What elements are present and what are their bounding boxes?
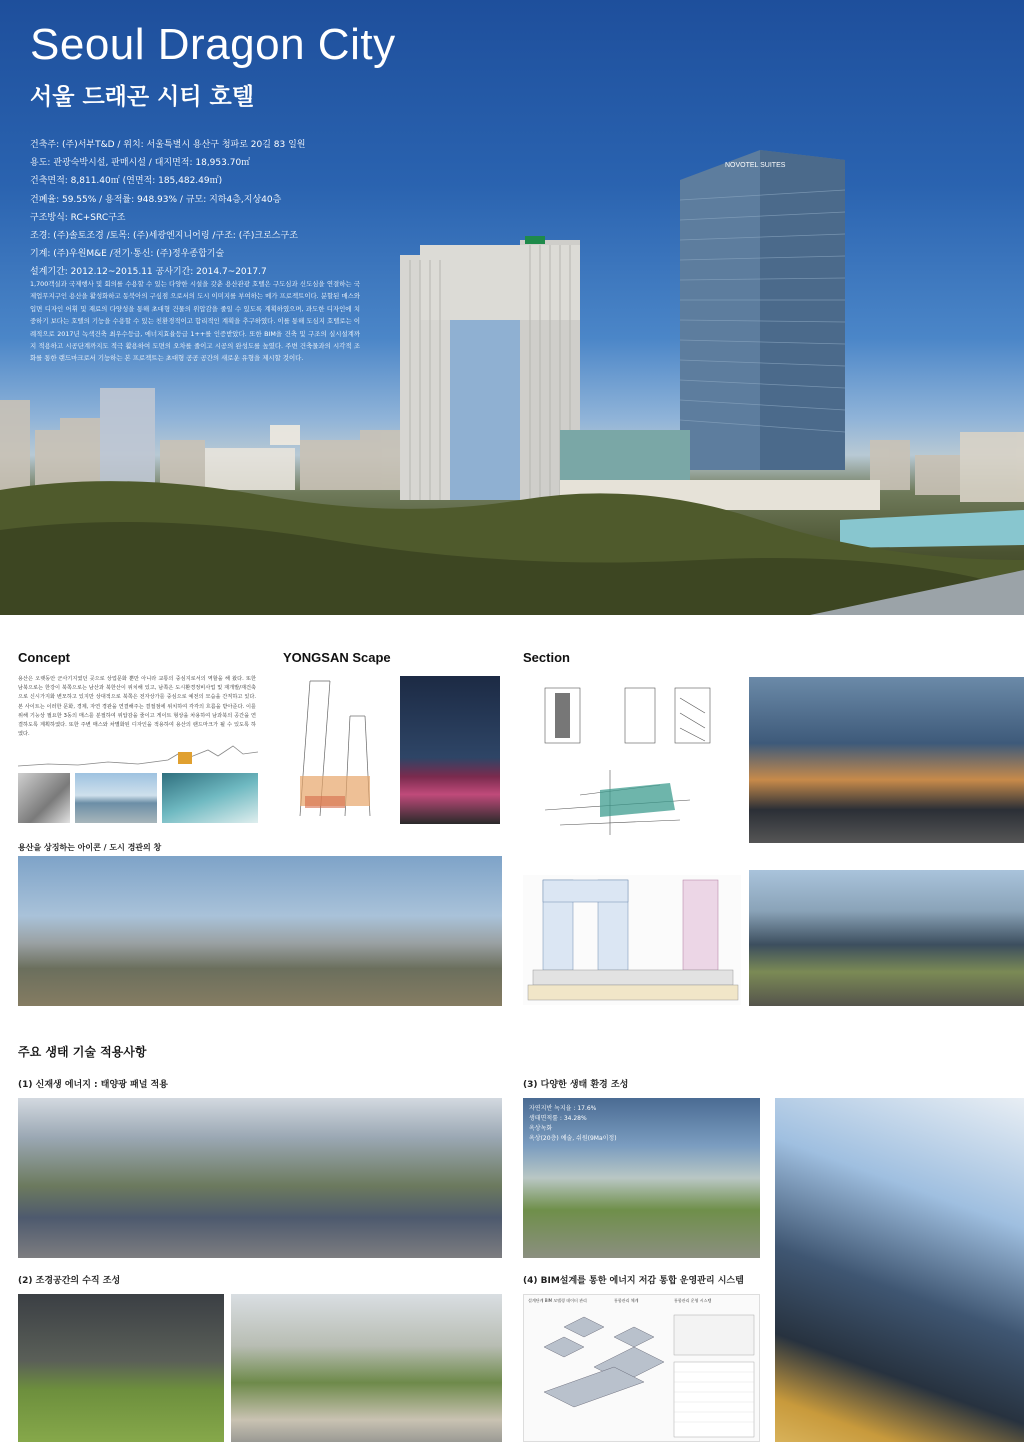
bim-header-1: 설계단계 BIM 모델링 데이터 관리 — [528, 1298, 587, 1303]
spec-line: 조경: (주)솔토조경 /토목: (주)세광엔지니어링 /구조: (주)크로스구조 — [30, 231, 298, 242]
eco-stats-overlay — [529, 1104, 617, 1144]
bim-header-3: 통합관리 운영 시스템 — [674, 1298, 712, 1303]
gate-tower — [400, 236, 580, 500]
eco-stat-line: 옥상녹화 — [529, 1125, 553, 1132]
spec-line: 용도: 관광숙박시설, 판매시설 / 대지면적: 18,953.70㎡ — [30, 158, 251, 169]
bim-header-2: 통합관리 체계 — [614, 1298, 639, 1303]
project-spec-list — [30, 136, 330, 282]
panorama-photo — [18, 856, 502, 1006]
facade-section-drawings — [540, 683, 740, 748]
eco-stat-line: 자연지반 녹지율 : 17.6% — [529, 1105, 597, 1112]
eco-item-1-title: (1) 신재생 에너지 : 태양광 패널 적용 — [18, 1080, 168, 1090]
eco-heading: 주요 생태 기술 적용사항 — [18, 1045, 147, 1059]
spec-line: 건축주: (주)서부T&D / 위치: 서울특별시 용산구 청파로 20길 83 일원 — [30, 140, 306, 150]
eco-item-4-title: (4) BIM설계를 통한 에너지 저감 통합 운영관리 시스템 — [523, 1276, 744, 1286]
novotel-sign: NOVOTEL SUITES — [725, 162, 786, 169]
vertical-garden-photo — [18, 1294, 224, 1442]
canopy-sketch — [540, 765, 700, 843]
railway-bridge — [840, 510, 1024, 548]
novotel-tower — [680, 150, 845, 470]
panorama-caption: 용산을 상징하는 아이콘 / 도시 경관의 창 — [18, 843, 162, 852]
concept-model-photo — [162, 773, 258, 823]
concept-heading: Concept — [18, 650, 70, 665]
scape-sketch — [290, 676, 390, 824]
section-podium-photo — [749, 677, 1024, 843]
scape-night-photo — [400, 676, 500, 824]
section-aerial-photo — [749, 870, 1024, 1006]
section-heading: Section — [523, 650, 570, 665]
concept-river-photo — [75, 773, 157, 823]
spec-line: 구조방식: RC+SRC구조 — [30, 212, 126, 223]
concept-archive-photo — [18, 773, 70, 823]
eco-stat-line: 옥상(20층) 예술, 쉬원(9Ma이정) — [529, 1135, 617, 1142]
page-title: Seoul Dragon City — [30, 20, 396, 69]
sculpture-photo — [775, 1098, 1024, 1442]
roof-garden-photo — [231, 1294, 502, 1442]
spec-line: 기계: (주)우원M&E /전기·통신: (주)정우종합기술 — [30, 249, 225, 260]
bim-isometric-drawing — [524, 1307, 759, 1441]
spec-line: 건축면적: 8,811.40㎡ (연면적: 185,482.49㎡) — [30, 176, 223, 187]
spec-line: 설계기간: 2012.12~2015.11 공사기간: 2014.7~2017.7 — [30, 267, 267, 278]
solar-panel-photo — [18, 1098, 502, 1258]
scape-heading: YONGSAN Scape — [283, 650, 391, 665]
concept-skyline-sketch — [18, 740, 258, 770]
eco-garden-photo — [523, 1098, 760, 1258]
page-subtitle: 서울 드래곤 시티 호텔 — [30, 84, 254, 110]
concept-text: 용산은 오랫동안 군사기지였던 곳으로 상업문화 뿐만 아니라 교통의 중심지로서의 역할을 해 왔다. 또한 남북으로는 한강이 북쪽으로는 남산과 북한산이 위치해 있고, 남쪽은 도시환경정비사업 및 재개발/재건축으로 신시가지화 변모하고 있지만 상대적으로 북쪽은 전자상가를 중심으로 예전의 모습을 간직하고 있다. 본 사이트는 이러한 문화, 경제, 자연 경관을 연결해주는 결절점에 위치하여 각각의 흐름을 받아준다. 이를 위해 기능상 필요한 3동의 매스를 분절하여 위압감을 줄이고 게이트 형상을 차용하여 남과북의 공간을 연결하도록 계획하였다. 또한 주변 매스와 차별화된 디자인을 적용하여 용산의 랜드마크가 될 수 있도록 하였다. — [18, 676, 256, 738]
spec-line: 건폐율: 59.55% / 용적률: 948.93% / 규모: 지하4층,지상40층 — [30, 194, 282, 205]
eco-stat-line: 생태면적률 : 34.28% — [529, 1115, 587, 1122]
eco-item-3-title: (3) 다양한 생태 환경 조성 — [523, 1080, 629, 1090]
eco-item-2-title: (2) 조경공간의 수직 조성 — [18, 1276, 121, 1286]
project-description: 1,700객실과 국제행사 및 회의를 수용할 수 있는 다양한 시설을 갖춘 용산관광 호텔은 구도심과 신도심을 연결하는 국제업무지구인 용산을 활성화하고 동북아의 구심점 으로서의 도시 이미지를 부여하는 메가 프로젝트이다. 분할된 매스와 입면 디자인 어휘 및 재료의 다양성을 통해 초대형 건물의 위압감을 줄일 수 있도록 계획하였으며, 과도한 디자인에 치중하기 보다는 호텔의 기능을 수용할 수 있는 친환경적이고 합리적인 계획을 추구하였다. 이를 통해 도심지 호텔로는 이례적으로 2017년 녹색건축 최우수등급, 에너지효율등급 1++를 인증받았다. 또한 BIM을 건축 및 구조의 실시설계까지 적용하고 시공단계까지도 적극 활용하여 도면의 오차를 줄이고 시공의 완성도를 높였다. 주변 건축물과의 시각적 조화를 통한 랜드마크로서 기능하는 본 프로젝트는 초대형 공공 공간의 새로운 유형을 제시할 것이다. — [30, 280, 360, 363]
building-section-drawing — [523, 875, 741, 1005]
bim-diagram — [523, 1294, 760, 1442]
hero-photo — [0, 0, 1024, 615]
